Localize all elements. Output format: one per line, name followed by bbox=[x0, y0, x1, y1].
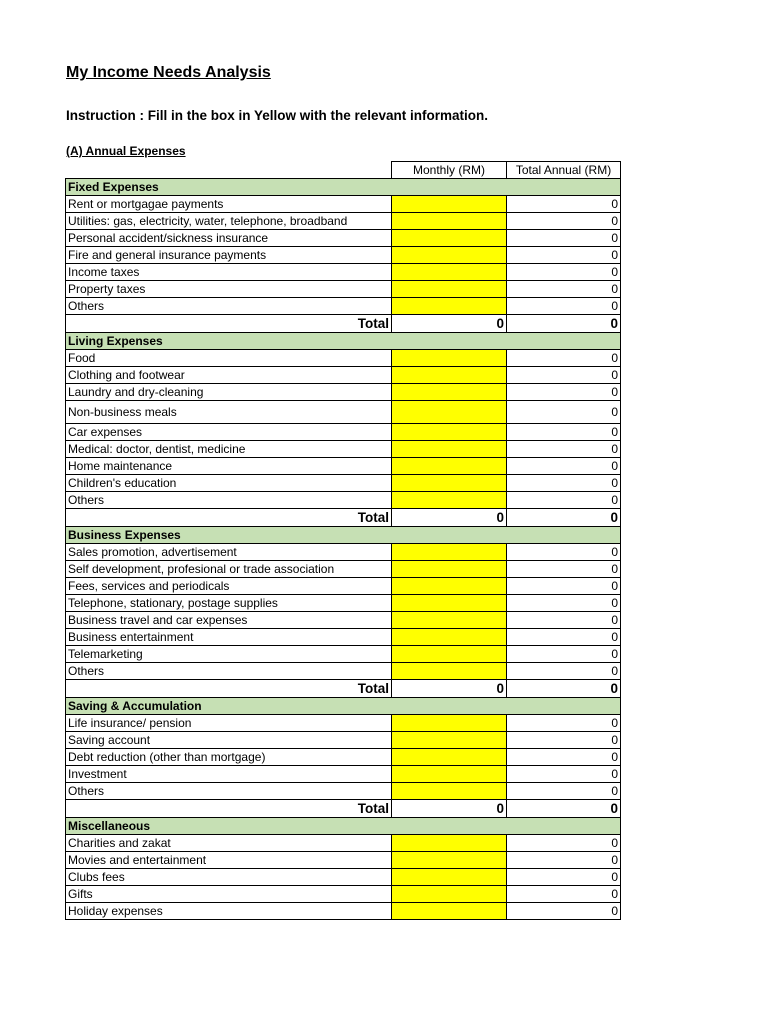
expense-row bbox=[66, 247, 621, 264]
annual-value: 0 bbox=[507, 298, 621, 315]
expense-label: Self development, profesional or trade association bbox=[66, 561, 392, 578]
annual-value: 0 bbox=[507, 749, 621, 766]
expense-label: Telephone, stationary, postage supplies bbox=[66, 595, 392, 612]
expense-row bbox=[66, 475, 621, 492]
expense-row bbox=[66, 595, 621, 612]
monthly-input-cell[interactable] bbox=[392, 298, 507, 315]
category-row bbox=[66, 698, 621, 715]
total-annual-value: 0 bbox=[507, 315, 621, 333]
expense-label: Children's education bbox=[66, 475, 392, 492]
total-monthly-value: 0 bbox=[392, 800, 507, 818]
annual-value: 0 bbox=[507, 766, 621, 783]
annual-value: 0 bbox=[507, 367, 621, 384]
monthly-input-cell[interactable] bbox=[392, 646, 507, 663]
category-row bbox=[66, 527, 621, 544]
expense-label: Car expenses bbox=[66, 424, 392, 441]
monthly-input-cell[interactable] bbox=[392, 852, 507, 869]
annual-value: 0 bbox=[507, 350, 621, 367]
total-monthly-value: 0 bbox=[392, 315, 507, 333]
expense-row bbox=[66, 646, 621, 663]
annual-value: 0 bbox=[507, 629, 621, 646]
expense-label: Others bbox=[66, 663, 392, 680]
total-label: Total bbox=[66, 800, 392, 818]
expense-row bbox=[66, 612, 621, 629]
monthly-input-cell[interactable] bbox=[392, 886, 507, 903]
expense-row bbox=[66, 384, 621, 401]
monthly-input-cell[interactable] bbox=[392, 230, 507, 247]
expense-label: Debt reduction (other than mortgage) bbox=[66, 749, 392, 766]
expense-label: Life insurance/ pension bbox=[66, 715, 392, 732]
monthly-input-cell[interactable] bbox=[392, 715, 507, 732]
annual-value: 0 bbox=[507, 458, 621, 475]
expense-label: Non-business meals bbox=[66, 401, 392, 424]
total-annual-value: 0 bbox=[507, 680, 621, 698]
expense-label: Gifts bbox=[66, 886, 392, 903]
category-label: Saving & Accumulation bbox=[66, 698, 621, 715]
expense-label: Utilities: gas, electricity, water, telephone, broadband bbox=[66, 213, 392, 230]
annual-value: 0 bbox=[507, 247, 621, 264]
monthly-input-cell[interactable] bbox=[392, 869, 507, 886]
expense-label: Charities and zakat bbox=[66, 835, 392, 852]
expense-label: Saving account bbox=[66, 732, 392, 749]
annual-value: 0 bbox=[507, 475, 621, 492]
expense-row bbox=[66, 663, 621, 680]
monthly-input-cell[interactable] bbox=[392, 441, 507, 458]
expense-row bbox=[66, 441, 621, 458]
category-row bbox=[66, 179, 621, 196]
expense-label: Rent or mortgagae payments bbox=[66, 196, 392, 213]
expense-row bbox=[66, 629, 621, 646]
expense-row bbox=[66, 458, 621, 475]
total-annual-value: 0 bbox=[507, 800, 621, 818]
monthly-input-cell[interactable] bbox=[392, 458, 507, 475]
monthly-input-cell[interactable] bbox=[392, 196, 507, 213]
monthly-input-cell[interactable] bbox=[392, 213, 507, 230]
total-label: Total bbox=[66, 315, 392, 333]
category-label: Living Expenses bbox=[66, 333, 621, 350]
monthly-input-cell[interactable] bbox=[392, 595, 507, 612]
expense-row bbox=[66, 749, 621, 766]
monthly-input-cell[interactable] bbox=[392, 732, 507, 749]
annual-value: 0 bbox=[507, 663, 621, 680]
total-monthly-value: 0 bbox=[392, 509, 507, 527]
monthly-input-cell[interactable] bbox=[392, 247, 507, 264]
category-label: Miscellaneous bbox=[66, 818, 621, 835]
monthly-input-cell[interactable] bbox=[392, 835, 507, 852]
expense-label: Personal accident/sickness insurance bbox=[66, 230, 392, 247]
expense-row bbox=[66, 367, 621, 384]
expense-row bbox=[66, 281, 621, 298]
monthly-input-cell[interactable] bbox=[392, 475, 507, 492]
annual-value: 0 bbox=[507, 281, 621, 298]
total-annual-value: 0 bbox=[507, 509, 621, 527]
expense-row bbox=[66, 401, 621, 424]
total-row bbox=[66, 800, 621, 818]
monthly-input-cell[interactable] bbox=[392, 424, 507, 441]
monthly-input-cell[interactable] bbox=[392, 264, 507, 281]
annual-value: 0 bbox=[507, 886, 621, 903]
expense-row bbox=[66, 298, 621, 315]
column-header-annual: Total Annual (RM) bbox=[507, 162, 621, 179]
monthly-input-cell[interactable] bbox=[392, 401, 507, 424]
section-label: (A) Annual Expenses bbox=[66, 144, 186, 158]
annual-value: 0 bbox=[507, 869, 621, 886]
category-label: Fixed Expenses bbox=[66, 179, 621, 196]
annual-value: 0 bbox=[507, 732, 621, 749]
annual-value: 0 bbox=[507, 213, 621, 230]
monthly-input-cell[interactable] bbox=[392, 783, 507, 800]
category-row bbox=[66, 818, 621, 835]
header-blank-cell bbox=[66, 162, 392, 179]
monthly-input-cell[interactable] bbox=[392, 903, 507, 920]
category-label: Business Expenses bbox=[66, 527, 621, 544]
expense-row bbox=[66, 424, 621, 441]
expense-row bbox=[66, 886, 621, 903]
annual-value: 0 bbox=[507, 612, 621, 629]
expense-label: Clothing and footwear bbox=[66, 367, 392, 384]
annual-value: 0 bbox=[507, 783, 621, 800]
expense-label: Fire and general insurance payments bbox=[66, 247, 392, 264]
annual-value: 0 bbox=[507, 852, 621, 869]
monthly-input-cell[interactable] bbox=[392, 492, 507, 509]
instruction-text: Instruction : Fill in the box in Yellow with the relevant information. bbox=[66, 108, 489, 123]
monthly-input-cell[interactable] bbox=[392, 561, 507, 578]
annual-value: 0 bbox=[507, 230, 621, 247]
expense-row bbox=[66, 492, 621, 509]
expense-row bbox=[66, 213, 621, 230]
expense-row bbox=[66, 230, 621, 247]
expense-label: Business travel and car expenses bbox=[66, 612, 392, 629]
annual-value: 0 bbox=[507, 196, 621, 213]
expense-label: Medical: doctor, dentist, medicine bbox=[66, 441, 392, 458]
monthly-input-cell[interactable] bbox=[392, 629, 507, 646]
expense-row bbox=[66, 715, 621, 732]
expense-row bbox=[66, 783, 621, 800]
annual-value: 0 bbox=[507, 401, 621, 424]
total-label: Total bbox=[66, 509, 392, 527]
total-row bbox=[66, 315, 621, 333]
annual-value: 0 bbox=[507, 646, 621, 663]
expense-label: Others bbox=[66, 298, 392, 315]
expense-label: Movies and entertainment bbox=[66, 852, 392, 869]
expense-row bbox=[66, 196, 621, 213]
total-row bbox=[66, 509, 621, 527]
expense-row bbox=[66, 264, 621, 281]
expense-label: Income taxes bbox=[66, 264, 392, 281]
annual-value: 0 bbox=[507, 835, 621, 852]
monthly-input-cell[interactable] bbox=[392, 544, 507, 561]
annual-value: 0 bbox=[507, 903, 621, 920]
expense-row bbox=[66, 852, 621, 869]
expense-label: Business entertainment bbox=[66, 629, 392, 646]
annual-value: 0 bbox=[507, 578, 621, 595]
annual-value: 0 bbox=[507, 384, 621, 401]
expense-row bbox=[66, 732, 621, 749]
expense-row bbox=[66, 578, 621, 595]
annual-value: 0 bbox=[507, 561, 621, 578]
expense-row bbox=[66, 350, 621, 367]
expense-row bbox=[66, 544, 621, 561]
annual-value: 0 bbox=[507, 264, 621, 281]
monthly-input-cell[interactable] bbox=[392, 281, 507, 298]
expense-label: Clubs fees bbox=[66, 869, 392, 886]
header-row bbox=[66, 162, 621, 179]
expense-label: Holiday expenses bbox=[66, 903, 392, 920]
expense-label: Investment bbox=[66, 766, 392, 783]
total-row bbox=[66, 680, 621, 698]
total-monthly-value: 0 bbox=[392, 680, 507, 698]
expense-row bbox=[66, 766, 621, 783]
expense-label: Laundry and dry-cleaning bbox=[66, 384, 392, 401]
annual-value: 0 bbox=[507, 441, 621, 458]
monthly-input-cell[interactable] bbox=[392, 578, 507, 595]
annual-value: 0 bbox=[507, 424, 621, 441]
expense-label: Fees, services and periodicals bbox=[66, 578, 392, 595]
monthly-input-cell[interactable] bbox=[392, 384, 507, 401]
expense-label: Food bbox=[66, 350, 392, 367]
expense-label: Others bbox=[66, 492, 392, 509]
annual-value: 0 bbox=[507, 492, 621, 509]
expense-label: Others bbox=[66, 783, 392, 800]
page-title: My Income Needs Analysis bbox=[66, 64, 271, 81]
expense-row bbox=[66, 903, 621, 920]
monthly-input-cell[interactable] bbox=[392, 350, 507, 367]
annual-value: 0 bbox=[507, 544, 621, 561]
monthly-input-cell[interactable] bbox=[392, 766, 507, 783]
monthly-input-cell[interactable] bbox=[392, 367, 507, 384]
expense-label: Property taxes bbox=[66, 281, 392, 298]
category-row bbox=[66, 333, 621, 350]
monthly-input-cell[interactable] bbox=[392, 749, 507, 766]
expense-row bbox=[66, 869, 621, 886]
annual-value: 0 bbox=[507, 595, 621, 612]
total-label: Total bbox=[66, 680, 392, 698]
monthly-input-cell[interactable] bbox=[392, 612, 507, 629]
expense-row bbox=[66, 835, 621, 852]
expense-row bbox=[66, 561, 621, 578]
expenses-table bbox=[65, 161, 621, 920]
expense-label: Sales promotion, advertisement bbox=[66, 544, 392, 561]
monthly-input-cell[interactable] bbox=[392, 663, 507, 680]
annual-value: 0 bbox=[507, 715, 621, 732]
column-header-monthly: Monthly (RM) bbox=[392, 162, 507, 179]
expense-label: Home maintenance bbox=[66, 458, 392, 475]
expense-label: Telemarketing bbox=[66, 646, 392, 663]
